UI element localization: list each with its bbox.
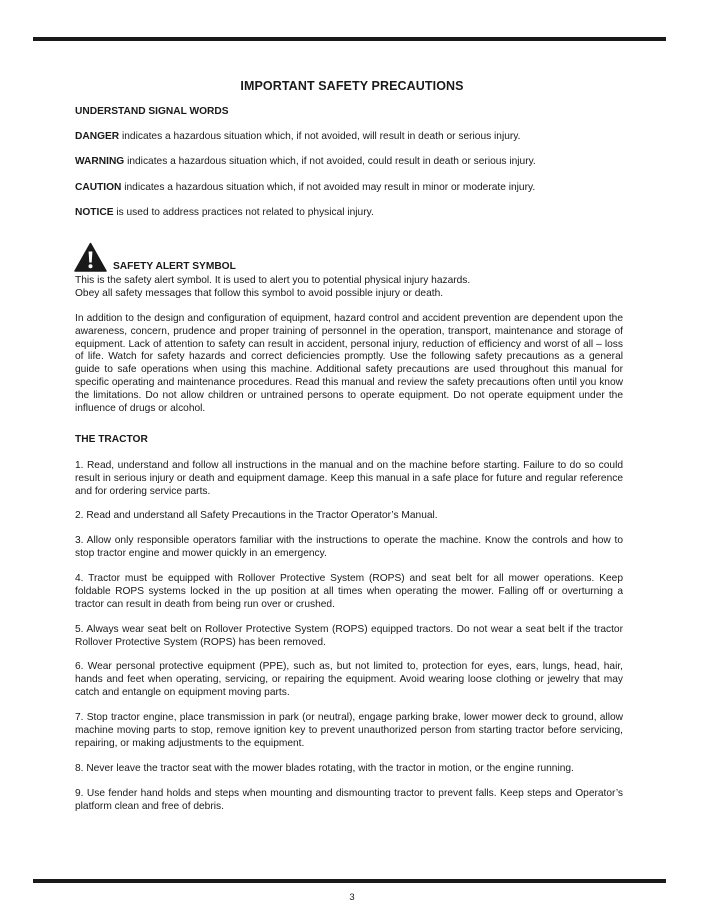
signal-term: WARNING bbox=[75, 156, 125, 167]
signal-word-danger bbox=[75, 131, 623, 144]
tractor-item: 2. Read and understand all Safety Precautions in the Tractor Operator’s Manual. bbox=[75, 510, 438, 521]
tractor-heading: THE TRACTOR bbox=[75, 434, 148, 445]
signal-word-caution bbox=[75, 182, 623, 195]
page-number: 3 bbox=[349, 892, 355, 903]
tractor-item: 5. Always wear seat belt on Rollover Protective System (ROPS) equipped tractors. Do not wear a seat belt if the tractor Rollover Protective System (ROPS) has been removed. bbox=[75, 624, 623, 648]
signal-term: CAUTION bbox=[75, 182, 122, 193]
safety-alert-heading: SAFETY ALERT SYMBOL bbox=[113, 261, 236, 272]
tractor-item: 4. Tractor must be equipped with Rollover Protective System (ROPS) and seat belt for all mower operations. Keep foldable ROPS systems locked in the up position at all times when operating the mower. Falling off or overturning a tractor can result in death from being run over or crushed. bbox=[75, 573, 623, 610]
signal-text: indicates a hazardous situation which, if not avoided, could result in death or serious injury. bbox=[124, 156, 536, 167]
safety-alert-line-1: This is the safety alert symbol. It is used to alert you to potential physical injury hazards. bbox=[75, 275, 471, 286]
tractor-item: 9. Use fender hand holds and steps when mounting and dismounting tractor to prevent falls. Keep steps and Operator’s platform clean and free of debris. bbox=[75, 788, 623, 812]
signal-term: NOTICE bbox=[75, 207, 114, 218]
tractor-item: 7. Stop tractor engine, place transmission in park (or neutral), engage parking brake, lower mower deck to ground, allow machine moving parts to stop, remove ignition key to prevent unauthorized person from starting tractor before servicing, repairing, or making adjustments to the equipment. bbox=[75, 712, 623, 749]
signal-text: indicates a hazardous situation which, if not avoided may result in minor or moderate injury. bbox=[121, 182, 536, 193]
signal-text: indicates a hazardous situation which, if not avoided, will result in death or serious injury. bbox=[119, 131, 521, 142]
signal-word-warning bbox=[75, 156, 623, 169]
signal-term: DANGER bbox=[75, 131, 120, 142]
bottom-rule bbox=[33, 879, 666, 883]
signal-words-heading: UNDERSTAND SIGNAL WORDS bbox=[75, 106, 229, 117]
safety-alert-line-2: Obey all safety messages that follow this symbol to avoid possible injury or death. bbox=[75, 288, 444, 299]
top-rule bbox=[33, 37, 666, 41]
signal-text: is used to address practices not related to physical injury. bbox=[113, 207, 374, 218]
tractor-item: 1. Read, understand and follow all instructions in the manual and on the machine before starting. Failure to do so could result in serious injury or death and equipment damage. Keep this manual in a safe place for future and regular reference and for ordering service parts. bbox=[75, 460, 623, 497]
tractor-item: 8. Never leave the tractor seat with the mower blades rotating, with the tractor in motion, or the engine running. bbox=[75, 763, 574, 774]
page-title: IMPORTANT SAFETY PRECAUTIONS bbox=[240, 79, 464, 93]
warning-triangle-icon bbox=[74, 242, 107, 272]
tractor-item: 3. Allow only responsible operators familiar with the instructions to operate the machine. Know the controls and how to stop tractor engine and mower quickly in an emergency. bbox=[75, 535, 623, 559]
signal-word-notice bbox=[75, 207, 623, 220]
tractor-item: 6. Wear personal protective equipment (PPE), such as, but not limited to, protection for eyes, ears, lungs, head, hair, hands and feet when operating, servicing, or repairing the equipment. Avoid wearing loose clothing or jewelry that may catch and entangle on equipment moving parts. bbox=[75, 661, 623, 698]
intro-paragraph: In addition to the design and configuration of equipment, hazard control and accident prevention are dependent upon the awareness, concern, prudence and proper training of personnel in the operation, transport, maintenance and storage of equipment. Lack of attention to safety can result in accident, personal injury, reduction of efficiency and worst of all – loss of life. Watch for safety hazards and correct deficiencies promptly. Use the following safety precautions as a general guide to safe operations when using this machine. Additional safety precautions are used throughout this manual for specific operating and maintenance procedures. Read this manual and review the safety precautions often until you know the limitations. Do not allow children or untrained persons to operate equipment. Do not operate equipment under the influence of drugs or alcohol. bbox=[75, 313, 623, 414]
